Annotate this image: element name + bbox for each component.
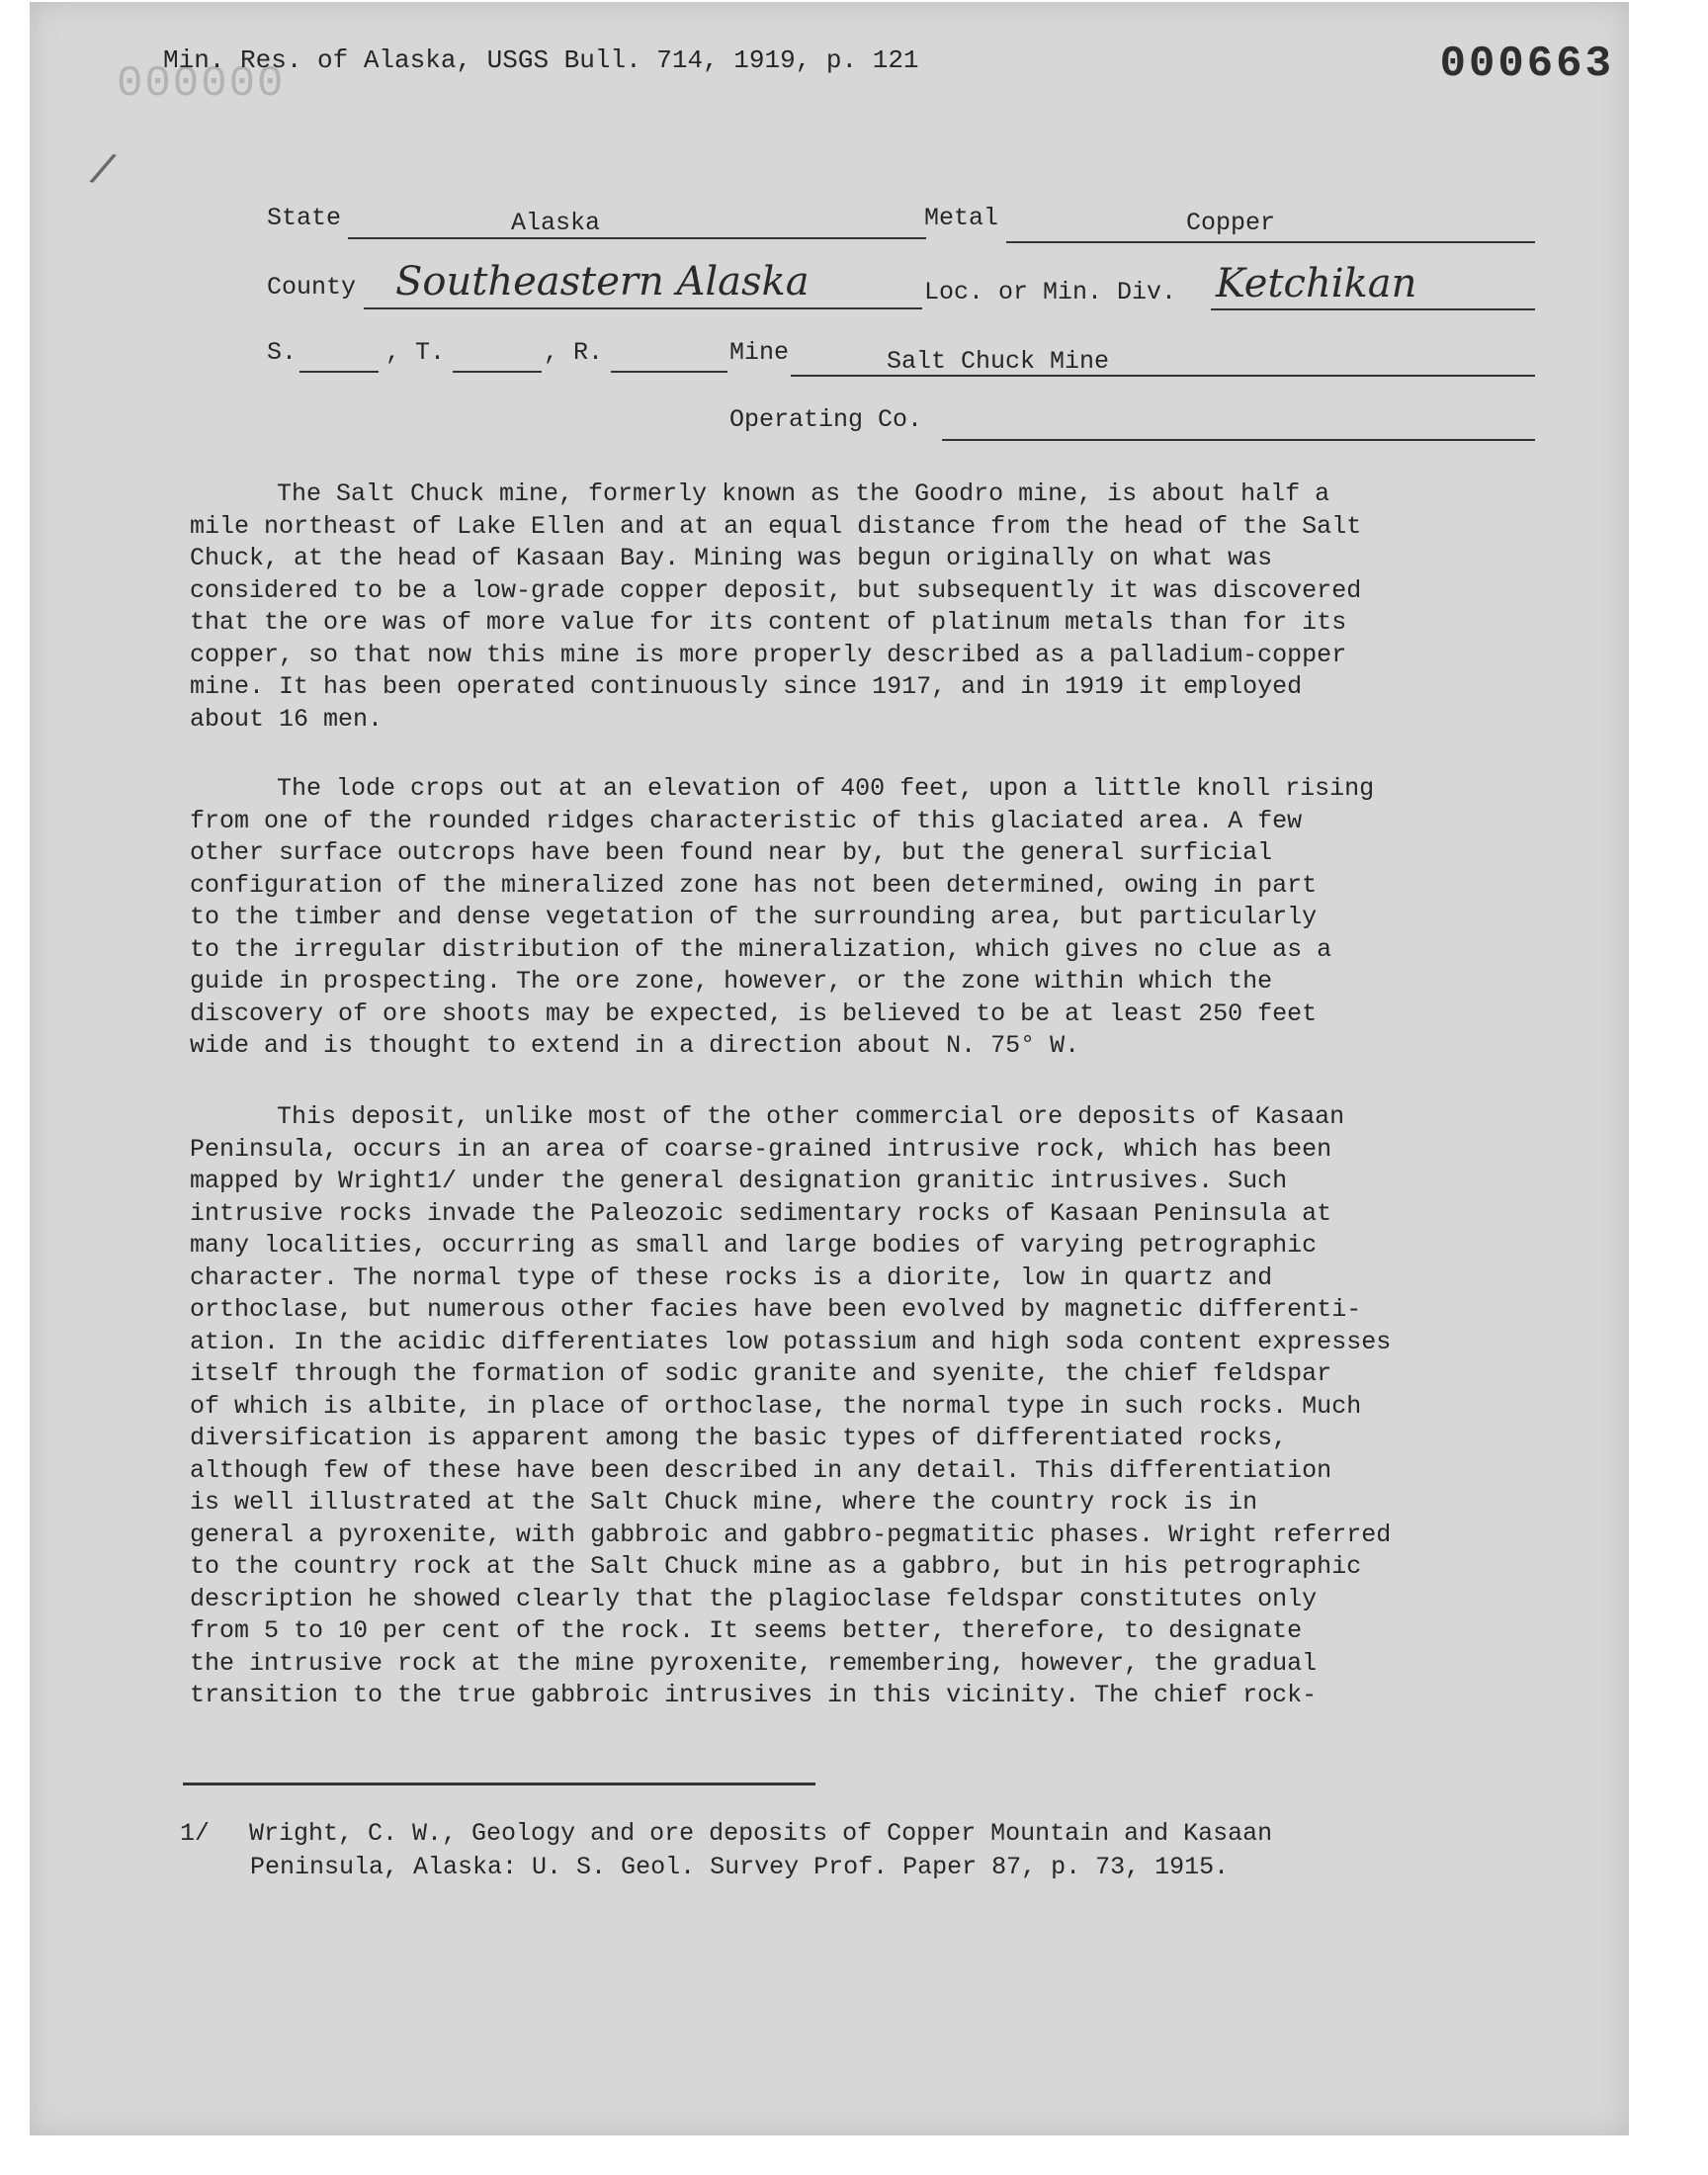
- county-line: [364, 307, 922, 309]
- text-line: character. The normal type of these rocks is a diorite, low in quartz and: [190, 1262, 1273, 1292]
- text-line: guide in prospecting. The ore zone, however, or the zone within which the: [190, 967, 1273, 996]
- text-line: transition to the true gabbroic intrusives in this vicinity. The chief rock-: [190, 1681, 1318, 1709]
- text-line: ation. In the acidic differentiates low potassium and high soda content expresses: [190, 1327, 1392, 1356]
- text-line: general a pyroxenite, with gabbroic and gabbro-pegmatitic phases. Wright referred: [190, 1520, 1392, 1549]
- text-line: is well illustrated at the Salt Chuck mine, where the country rock is in: [190, 1488, 1258, 1517]
- county-value: Southeastern Alaska: [395, 259, 810, 304]
- text-line: configuration of the mineralized zone has not been determined, owing in part: [190, 870, 1318, 900]
- loc-value: Ketchikan: [1216, 261, 1417, 306]
- section-label: S.: [267, 338, 298, 367]
- loc-line: [1211, 308, 1535, 310]
- faded-stamp: 000000: [117, 59, 286, 109]
- mine-value: Salt Chuck Mine: [887, 347, 1110, 376]
- citation-header: Min. Res. of Alaska, USGS Bull. 714, 1919, p. 121: [163, 45, 919, 75]
- metal-line: [1006, 241, 1535, 243]
- paragraph-2: [190, 773, 1554, 1063]
- township-label: , T.: [385, 338, 446, 367]
- text-line: mile northeast of Lake Ellen and at an equal distance from the head of the Salt: [190, 511, 1362, 541]
- text-line: considered to be a low-grade copper deposit, but subsequently it was discovered: [190, 575, 1362, 605]
- loc-label: Loc. or Min. Div.: [924, 278, 1177, 306]
- range-line: [611, 371, 727, 373]
- text-line: although few of these have been described in any detail. This differentiation: [190, 1455, 1332, 1485]
- text-line: to the timber and dense vegetation of the surrounding area, but particularly: [190, 903, 1318, 931]
- state-line: [348, 237, 926, 239]
- text-line: copper, so that now this mine is more properly described as a palladium-copper: [190, 640, 1347, 669]
- text-line: discovery of ore shoots may be expected, is believed to be at least 250 feet: [190, 999, 1318, 1028]
- text-line: many localities, occurring as small and large bodies of varying petrographic: [190, 1231, 1318, 1260]
- text-line: orthoclase, but numerous other facies have been evolved by magnetic differenti-: [190, 1295, 1362, 1324]
- text-line: diversification is apparent among the basic types of differentiated rocks,: [190, 1424, 1288, 1452]
- state-value: Alaska: [510, 209, 600, 237]
- text-line: mine. It has been operated continuously since 1917, and in 1919 it employed: [190, 672, 1303, 701]
- text-line: itself through the formation of sodic granite and syenite, the chief feldspar: [190, 1359, 1332, 1388]
- township-line: [453, 371, 542, 373]
- footnote-marker: 1/: [180, 1819, 211, 1848]
- text-line: The Salt Chuck mine, formerly known as the Goodro mine, is about half a: [277, 479, 1330, 508]
- paragraph-3: [190, 1101, 1554, 1712]
- paragraph-1: [190, 478, 1554, 736]
- text-line: from one of the rounded ridges characteristic of this glaciated area. A few: [190, 806, 1303, 835]
- footnote: [180, 1817, 1272, 1884]
- text-line: This deposit, unlike most of the other commercial ore deposits of Kasaan: [277, 1102, 1345, 1131]
- operating-co-label: Operating Co.: [729, 405, 923, 434]
- text-line: from 5 to 10 per cent of the rock. It seems better, therefore, to designate: [190, 1616, 1303, 1645]
- section-line: [299, 371, 379, 373]
- text-line: intrusive rocks invade the Paleozoic sedimentary rocks of Kasaan Peninsula at: [190, 1198, 1332, 1228]
- text-line: wide and is thought to extend in a direction about N. 75° W.: [190, 1031, 1080, 1060]
- text-line: The lode crops out at an elevation of 400 feet, upon a little knoll rising: [277, 774, 1375, 803]
- document-number: 000663: [1439, 40, 1614, 89]
- footnote-line: Wright, C. W., Geology and ore deposits of Copper Mountain and Kasaan: [249, 1819, 1273, 1848]
- operating-co-line: [942, 439, 1535, 441]
- metal-value: Copper: [1185, 209, 1275, 237]
- text-line: that the ore was of more value for its content of platinum metals than for its: [190, 608, 1347, 637]
- range-label: , R.: [544, 338, 604, 367]
- footnote-line: Peninsula, Alaska: U. S. Geol. Survey Prof. Paper 87, p. 73, 1915.: [250, 1853, 1230, 1881]
- text-line: to the country rock at the Salt Chuck mine as a gabbro, but in his petrographic: [190, 1552, 1362, 1581]
- mine-label: Mine: [729, 338, 790, 367]
- text-line: of which is albite, in place of orthoclase, the normal type in such rocks. Much: [190, 1391, 1362, 1421]
- footnote-divider: [183, 1783, 815, 1785]
- county-label: County: [267, 273, 357, 302]
- text-line: Chuck, at the head of Kasaan Bay. Mining was begun originally on what was: [190, 544, 1273, 572]
- text-line: Peninsula, occurs in an area of coarse-grained intrusive rock, which has been: [190, 1134, 1332, 1164]
- state-label: State: [267, 204, 342, 232]
- pencil-mark-icon: /: [84, 145, 121, 201]
- text-line: other surface outcrops have been found near by, but the general surficial: [190, 838, 1273, 867]
- text-line: mapped by Wright1/ under the general designation granitic intrusives. Such: [190, 1167, 1288, 1195]
- document-sheet: [30, 2, 1629, 2135]
- text-line: about 16 men.: [190, 704, 384, 734]
- metal-label: Metal: [924, 204, 999, 232]
- text-line: the intrusive rock at the mine pyroxenite, remembering, however, the gradual: [190, 1648, 1318, 1678]
- text-line: description he showed clearly that the plagioclase feldspar constitutes only: [190, 1584, 1318, 1613]
- text-line: to the irregular distribution of the mineralization, which gives no clue as a: [190, 934, 1332, 964]
